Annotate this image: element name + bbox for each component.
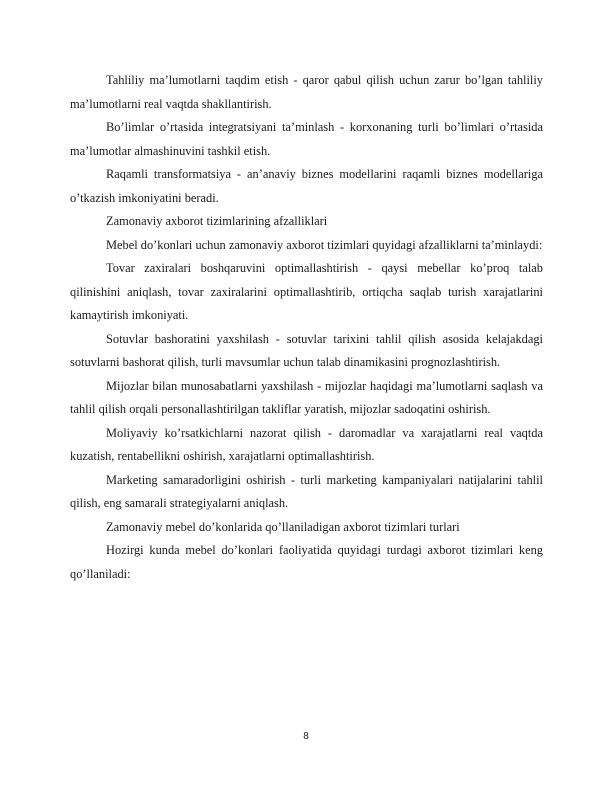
paragraph-analytical-data: Tahliliy ma’lumotlarni taqdim etish - qaror qabul qilish uchun zarur bo’lgan tahliliy ma’lumotlarni real vaqtda shakllantirish. (70, 73, 543, 111)
paragraph-digital-transformation: Raqamli transformatsiya - an’anaviy biznes modellarini raqamli biznes modellariga o’tkazish imkoniyatini beradi. (70, 167, 543, 205)
paragraph-financial-control: Moliyaviy ko’rsatkichlarni nazorat qilish - daromadlar va xarajatlarni real vaqtda kuzatish, rentabellikni oshirish, xarajatlarni optimallashtirish. (70, 425, 543, 463)
paragraph-advantages-intro: Mebel do’konlari uchun zamonaviy axborot tizimlari quyidagi afzalliklarni ta’minlaydi: (106, 237, 543, 252)
page-number: 8 (303, 731, 309, 742)
section-heading-advantages: Zamonaviy axborot tizimlarining afzalliklari (106, 214, 328, 228)
paragraph-inventory-optimization: Tovar zaxiralari boshqaruvini optimallashtirish - qaysi mebellar ko’proq talab qilinishini aniqlash, tovar zaxiralarini optimallashtirib, ortiqcha saqlab turish xarajatlarini kamaytirish imkoniyati. (70, 261, 543, 322)
paragraph-system-types-intro: Hozirgi kunda mebel do’konlari faoliyatida quyidagi turdagi axborot tizimlari keng qo’llaniladi: (70, 543, 543, 581)
paragraph-department-integration: Bo’limlar o’rtasida integratsiyani ta’minlash - korxonaning turli bo’limlari o’rtasida ma’lumotlar almashinuvini tashkil etish. (70, 120, 543, 158)
document-page (70, 69, 543, 586)
section-heading-system-types: Zamonaviy mebel do’konlarida qo’llaniladigan axborot tizimlari turlari (106, 519, 460, 534)
paragraph-sales-forecasting: Sotuvlar bashoratini yaxshilash - sotuvlar tarixini tahlil qilish asosida kelajakdagi sotuvlarni bashorat qilish, turli mavsumlar uchun talab dinamikasini prognozlashtirish. (70, 331, 543, 369)
paragraph-marketing-efficiency: Marketing samaradorligini oshirish - turli marketing kampaniyalari natijalarini tahlil qilish, eng samarali strategiyalarni aniqlash. (70, 472, 543, 510)
paragraph-customer-relations: Mijozlar bilan munosabatlarni yaxshilash - mijozlar haqidagi ma’lumotlarni saqlash va tahlil qilish orqali personallashtirilgan takliflar yaratish, mijozlar sadoqatini oshirish. (70, 378, 543, 416)
